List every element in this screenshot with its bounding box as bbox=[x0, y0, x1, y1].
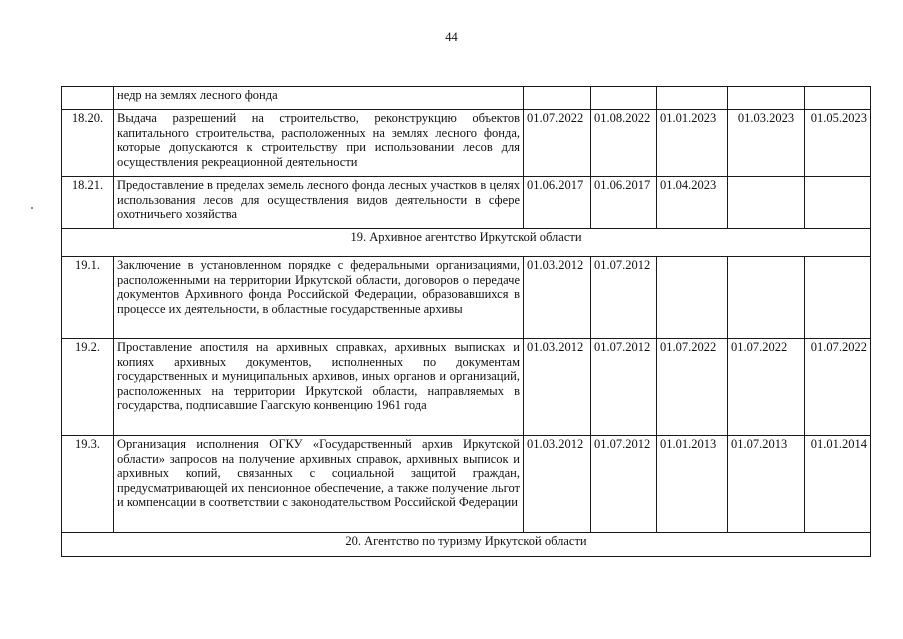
table-row bbox=[62, 257, 871, 339]
table-row bbox=[62, 87, 871, 110]
service-name: Организация исполнения ОГКУ «Государственный архив Иркутской области» запросов на получение архивных справок, архивных выписок и архивных копий, связанных с социальной защитой граждан, предусматривающей их пенсионное обеспечение, а также получение льгот и компенсации в соответствии с законодательством Российской Федерации bbox=[114, 436, 524, 533]
section-heading-archive: 19. Архивное агентство Иркутской области bbox=[62, 229, 871, 257]
date-cell-3: 01.04.2023 bbox=[657, 177, 728, 229]
date-cell-4: 01.07.2022 bbox=[728, 339, 805, 436]
date-cell-1: 01.03.2012 bbox=[524, 339, 591, 436]
date-cell-3: 01.01.2023 bbox=[657, 110, 728, 177]
date-cell-1: 01.03.2012 bbox=[524, 257, 591, 339]
service-name: Предоставление в пределах земель лесного фонда лесных участков в целях использования лесов для осуществления видов деятельности в сфере охотничьего хозяйства bbox=[114, 177, 524, 229]
date-cell-3 bbox=[657, 257, 728, 339]
date-cell-3 bbox=[657, 87, 728, 110]
date-cell-3: 01.01.2013 bbox=[657, 436, 728, 533]
row-number: 19.2. bbox=[62, 339, 114, 436]
table-row bbox=[62, 110, 871, 177]
date-cell-1: 01.06.2017 bbox=[524, 177, 591, 229]
table-row bbox=[62, 436, 871, 533]
service-name: Проставление апостиля на архивных справках, архивных выписках и копиях архивных документов, исполненных по документам государственных и муниципальных архивов, иных органов и организаций, расположенных на территории Иркутской области, направляемых в государства, подписавшие Гаагскую конвенцию 1961 года bbox=[114, 339, 524, 436]
date-cell-4 bbox=[728, 177, 805, 229]
page-number: 44 bbox=[445, 30, 458, 44]
row-number bbox=[62, 87, 114, 110]
date-cell-2: 01.07.2012 bbox=[591, 339, 657, 436]
date-cell-4: 01.07.2013 bbox=[728, 436, 805, 533]
section-row bbox=[62, 533, 871, 557]
date-cell-2 bbox=[591, 87, 657, 110]
date-cell-4: 01.03.2023 bbox=[728, 110, 805, 177]
date-cell-1 bbox=[524, 87, 591, 110]
service-name: недр на землях лесного фонда bbox=[114, 87, 524, 110]
date-cell-1: 01.07.2022 bbox=[524, 110, 591, 177]
service-name: Заключение в установленном порядке с федеральными организациями, расположенными на территории Иркутской области, договоров о передаче документов Архивного фонда Российской Федерации, образовавшихся в процессе их деятельности, в областные государственные архивы bbox=[114, 257, 524, 339]
service-name: Выдача разрешений на строительство, реконструкцию объектов капитального строительства, расположенных на землях лесного фонда, которые допускаются к строительству при использовании лесов для осуществления рекреационной деятельности bbox=[114, 110, 524, 177]
date-cell-2: 01.06.2017 bbox=[591, 177, 657, 229]
table-row bbox=[62, 339, 871, 436]
row-number: 18.21. bbox=[62, 177, 114, 229]
row-number: 19.3. bbox=[62, 436, 114, 533]
row-number: 18.20. bbox=[62, 110, 114, 177]
section-row bbox=[62, 229, 871, 257]
table-row bbox=[62, 177, 871, 229]
date-cell-5 bbox=[805, 87, 871, 110]
date-cell-5: 01.01.2014 bbox=[805, 436, 871, 533]
date-cell-1: 01.03.2012 bbox=[524, 436, 591, 533]
row-number: 19.1. bbox=[62, 257, 114, 339]
date-cell-5 bbox=[805, 177, 871, 229]
date-cell-2: 01.07.2012 bbox=[591, 436, 657, 533]
scan-dot bbox=[31, 207, 33, 209]
date-cell-2: 01.08.2022 bbox=[591, 110, 657, 177]
date-cell-5: 01.07.2022 bbox=[805, 339, 871, 436]
services-table bbox=[61, 86, 871, 557]
date-cell-4 bbox=[728, 257, 805, 339]
date-cell-5 bbox=[805, 257, 871, 339]
date-cell-4 bbox=[728, 87, 805, 110]
date-cell-5: 01.05.2023 bbox=[805, 110, 871, 177]
date-cell-2: 01.07.2012 bbox=[591, 257, 657, 339]
section-heading-tourism: 20. Агентство по туризму Иркутской области bbox=[62, 533, 871, 557]
date-cell-3: 01.07.2022 bbox=[657, 339, 728, 436]
